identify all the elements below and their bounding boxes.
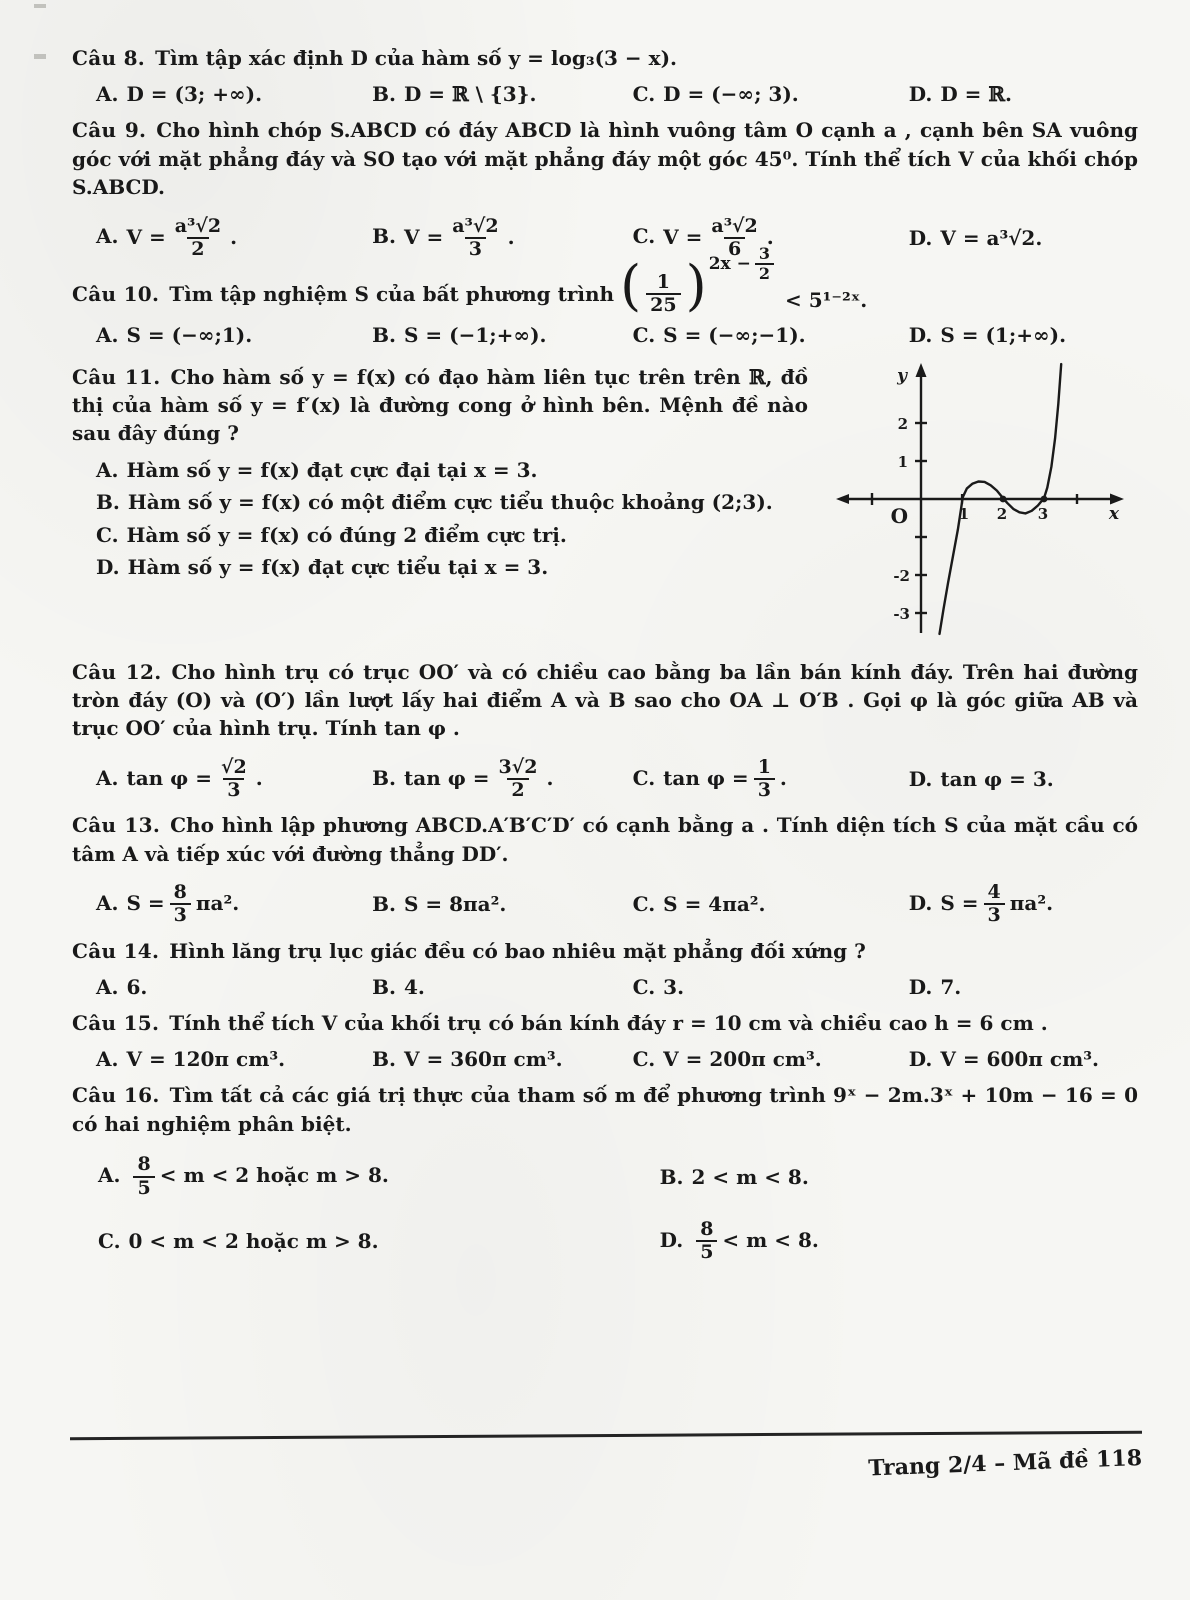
question-8-options — [96, 82, 1138, 106]
q15-option-c: C. V = 200π cm³. — [632, 1047, 822, 1072]
q8-option-b: B. D = ℝ \ {3}. — [372, 82, 537, 107]
question-11-options — [96, 454, 808, 584]
fraction: $\frac{\text{a³√2}}{3}$ — [452, 214, 499, 260]
q14-option-a: A. 6. — [96, 975, 148, 1000]
q16-option-c: C. 0 < m < 2 hoặc m > 8. — [98, 1229, 379, 1254]
y-axis-arrow — [916, 363, 927, 377]
q9-option-b: B. V = $\frac{\text{a³√2}}{3}$ . — [372, 214, 515, 260]
q9-option-d: D. V = a³√2. — [908, 225, 1043, 250]
q10-option-d: D. S = (1;+∞). — [908, 322, 1067, 347]
q10-option-b: B. S = (−1;+∞). — [372, 322, 547, 347]
fraction: $\frac{\text{a³√2}}{6}$ — [711, 214, 758, 260]
q11-option-c: C. Hàm số y = f(x) có đúng 2 điểm cực trị. — [96, 522, 567, 547]
x-label-3: 3 — [1037, 504, 1049, 523]
scan-artifact — [34, 4, 46, 8]
question-14-label: Câu 14. — [72, 938, 160, 963]
fraction: $\frac{8}{5}$ — [696, 1219, 717, 1264]
question-10-text: Tìm tập nghiệm S của bất phương trình — [169, 282, 615, 307]
x-axis-left-arrow — [836, 494, 849, 504]
question-13-options — [96, 882, 1138, 927]
x-axis-label: x — [1108, 503, 1120, 524]
x-label-2: 2 — [996, 504, 1008, 523]
x-label-1: 1 — [958, 504, 970, 523]
question-16-options — [98, 1154, 1138, 1263]
q16-option-d: D. $\frac{8}{5}$ < m < 8. — [659, 1217, 819, 1264]
q13-option-b: B. S = 8πa². — [372, 892, 507, 917]
question-16-label: Câu 16. — [72, 1083, 160, 1108]
fprime-graph-box — [828, 357, 1138, 644]
scan-artifact — [34, 54, 46, 59]
page-footer — [70, 1434, 1143, 1482]
q10-inequality — [620, 244, 868, 319]
q11-option-a: A. Hàm số y = f(x) đạt cực đại tại x = 3. — [96, 457, 538, 482]
question-9 — [72, 116, 1138, 260]
question-15-label: Câu 15. — [72, 1011, 160, 1036]
q8-option-a: A. D = (3; +∞). — [96, 82, 263, 107]
question-12-label: Câu 12. — [72, 659, 162, 684]
q14-option-c: C. 3. — [632, 975, 685, 1000]
question-13-text: Cho hình lập phương ABCD.A′B′C′D′ có cạnh bằng a . Tính diện tích S của mặt cầu có tâm A và tiếp xúc với đường thẳng DD′. — [72, 813, 1138, 866]
q9-option-a: A. V = $\frac{\text{a³√2}}{2}$ . — [96, 214, 238, 260]
q15-option-a: A. V = 120π cm³. — [96, 1047, 286, 1072]
fprime-graph — [828, 357, 1128, 639]
question-15 — [72, 1009, 1138, 1071]
fraction: $\frac{3√2}{2}$ — [498, 755, 538, 802]
question-13 — [72, 811, 1138, 926]
question-14-text: Hình lăng trụ lục giác đều có bao nhiêu mặt phẳng đối xứng ? — [169, 938, 866, 963]
q13-option-a: A. S = $\frac{8}{3}$ πa². — [96, 881, 240, 927]
question-15-options — [96, 1047, 1138, 1071]
q16-option-b: B. 2 < m < 8. — [659, 1164, 809, 1189]
question-10-label: Câu 10. — [72, 282, 160, 307]
question-9-options — [96, 216, 1138, 261]
x-axis-right-arrow — [1110, 493, 1124, 504]
q12-option-c: C. tan φ = $\frac{1}{3}$ . — [632, 755, 787, 802]
exponent: 2x − $\frac{3}{2}$ — [709, 245, 775, 283]
q14-option-b: B. 4. — [372, 975, 425, 1000]
q9-option-c: C. V = $\frac{\text{a³√2}}{6}$ . — [632, 214, 774, 260]
fraction: $\frac{3}{2}$ — [755, 245, 774, 283]
q12-option-d: D. tan φ = 3. — [908, 767, 1054, 792]
question-16-text: Tìm tất cả các giá trị thực của tham số m để phương trình 9ˣ − 2m.3ˣ + 10m − 16 = 0 có hai nghiệm phân biệt. — [72, 1083, 1138, 1136]
y-label-2: 2 — [897, 414, 908, 433]
y-label-m3: -3 — [893, 604, 910, 623]
fraction: $\frac{8}{3}$ — [170, 882, 191, 927]
q12-option-b: B. tan φ = $\frac{3√2}{2}$ . — [372, 755, 554, 802]
y-label-m2: -2 — [893, 566, 910, 585]
question-12-text: Cho hình trụ có trục OO′ và có chiều cao bằng ba lần bán kính đáy. Trên hai đường tròn đáy (O) và (O′) lần lượt lấy hai điểm A và B sao cho OA ⊥ O′B . Gọi φ là góc giữa AB và trục OO′ của hình trụ. Tính tan φ . — [72, 659, 1139, 741]
question-14 — [72, 937, 1138, 999]
question-11-text: Cho hàm số y = f(x) có đạo hàm liên tục trên trên ℝ, đồ thị của hàm số y = f′(x) là đường cong ở hình bên. Mệnh đề nào sau đây đúng ? — [72, 364, 808, 446]
y-label-1: 1 — [897, 452, 908, 471]
question-13-label: Câu 13. — [72, 813, 161, 838]
fraction: $\frac{√2}{3}$ — [221, 755, 247, 802]
question-8 — [72, 44, 1138, 106]
question-16 — [72, 1081, 1138, 1263]
question-8-text: Tìm tập xác định D của hàm số y = log₃(3 − x). — [155, 46, 677, 70]
fraction: $\frac{1}{25}$ — [646, 272, 680, 317]
question-9-text: Cho hình chóp S.ABCD có đáy ABCD là hình vuông tâm O cạnh a , cạnh bên SA vuông góc với mặt phẳng đáy và SO tạo với mặt phẳng đáy một góc 45⁰. Tính thể tích V của khối chóp S.ABCD. — [72, 118, 1138, 200]
q13-option-c: C. S = 4πa². — [632, 892, 766, 917]
open-paren: ( — [620, 254, 642, 318]
question-12-options — [96, 757, 1138, 802]
q10-option-a: A. S = (−∞;1). — [96, 322, 253, 347]
q10-option-c: C. S = (−∞;−1). — [632, 322, 806, 347]
fraction: $\frac{1}{3}$ — [754, 757, 775, 802]
fraction: $\frac{4}{3}$ — [984, 882, 1005, 927]
q11-option-b: B. Hàm số y = f(x) có một điểm cực tiểu thuộc khoảng (2;3). — [96, 490, 773, 515]
question-14-options — [96, 975, 1138, 999]
footer-rule — [70, 1431, 1142, 1441]
question-9-label: Câu 9. — [72, 118, 147, 143]
q8-option-c: C. D = (−∞; 3). — [632, 82, 799, 107]
fraction: $\frac{8}{5}$ — [133, 1154, 154, 1199]
question-15-text: Tính thể tích V của khối trụ có bán kính đáy r = 10 cm và chiều cao h = 6 cm . — [169, 1011, 1048, 1036]
q15-option-b: B. V = 360π cm³. — [372, 1047, 563, 1072]
question-8-label: Câu 8. — [72, 46, 146, 70]
question-10 — [72, 244, 1138, 347]
q13-option-d: D. S = $\frac{4}{3}$ πa². — [908, 881, 1054, 927]
origin-label: O — [890, 503, 908, 528]
y-axis-label: y — [897, 365, 907, 386]
close-paren: ) — [685, 254, 707, 318]
q11-option-d: D. Hàm số y = f(x) đạt cực tiểu tại x = 3. — [96, 555, 549, 580]
question-11 — [72, 363, 1138, 644]
question-10-options — [96, 323, 1138, 347]
q14-option-d: D. 7. — [908, 975, 962, 1000]
page-number: Trang 2/4 – Mã đề 118 — [867, 1445, 1143, 1482]
q15-option-d: D. V = 600π cm³. — [908, 1047, 1099, 1072]
q12-option-a: A. tan φ = $\frac{√2}{3}$ . — [96, 755, 263, 802]
q8-option-d: D. D = ℝ. — [908, 82, 1012, 107]
question-12 — [72, 658, 1138, 802]
question-11-label: Câu 11. — [72, 364, 161, 389]
q16-option-a: A. $\frac{8}{5}$ < m < 2 hoặc m > 8. — [98, 1153, 389, 1199]
q10-rhs: < 5¹⁻²ˣ. — [784, 288, 868, 313]
fraction: $\frac{\text{a³√2}}{2}$ — [174, 214, 222, 260]
